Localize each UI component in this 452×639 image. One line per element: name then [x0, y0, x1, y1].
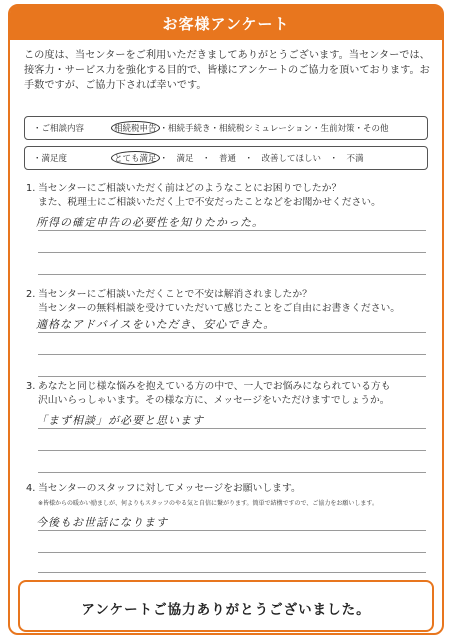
question-4 — [26, 482, 434, 496]
consult-type-box — [24, 116, 428, 140]
consult-selected-option: 相続税申告 — [111, 121, 160, 135]
question-4-note: ※皆様からの暖かい励ましが、何よりもスタッフのやる気と自信に繋がります。簡単で結構ですので、ご協力をお願いします。 — [38, 500, 378, 507]
question-1-text: 当センターにご相談いただく前はどのようなことにお困りでしたか？ — [38, 183, 342, 194]
survey-form — [8, 4, 444, 635]
answer-line — [38, 572, 426, 573]
answer-line — [38, 530, 426, 531]
answer-3: 「まず相談」が必要と思います — [36, 414, 204, 427]
question-1 — [26, 182, 434, 210]
answer-line — [38, 274, 426, 275]
question-2-number: 2. — [26, 289, 36, 300]
satisfaction-selected-option: とても満足 — [111, 151, 160, 165]
footer-thanks: アンケートご協力ありがとうございました。 — [81, 602, 371, 618]
answer-4: 今後もお世話になります — [36, 516, 168, 529]
satisfaction-label: ・満足度 — [33, 154, 68, 164]
form-title: お客様アンケート — [162, 15, 290, 33]
answer-2: 適格なアドバイスをいただき、安心できた。 — [36, 318, 276, 331]
question-3-number: 3. — [26, 381, 36, 392]
answer-line — [38, 230, 426, 231]
question-3-subtext: 沢山いらっしゃいます。その様な方に、メッセージをいただけますでしょうか。 — [38, 395, 390, 406]
answer-line — [38, 450, 426, 451]
intro-text: この度は、当センターをご利用いただきましてありがとうございます。当センターでは、接客力・サービス力を強化する目的で、皆様にアンケートのご協力を頂いております。お手数ですが、ご協力下されば幸いです。 — [24, 50, 430, 91]
answer-1: 所得の確定申告の必要性を知りたかった。 — [36, 216, 264, 229]
question-1-subtext: また、税理士にご相談いただく上で不安だったことなどをお聞かせください。 — [38, 197, 381, 208]
question-4-number: 4. — [26, 483, 36, 494]
consult-options — [111, 121, 389, 135]
answer-line — [38, 472, 426, 473]
satisfaction-other-options: ・ 満足 ・ 普通 ・ 改善してほしい ・ 不満 — [159, 154, 364, 164]
question-2 — [26, 288, 434, 316]
answer-line — [38, 354, 426, 355]
answer-line — [38, 332, 426, 333]
consult-other-options: ・相続手続き・相続税シミュレーション・生前対策・その他 — [159, 124, 389, 134]
satisfaction-box — [24, 146, 428, 170]
question-3 — [26, 380, 434, 408]
satisfaction-options — [111, 151, 364, 165]
question-4-text: 当センターのスタッフに対してメッセージをお願いします。 — [38, 483, 301, 494]
question-2-subtext: 当センターの無料相談を受けていただいて感じたことをご自由にお書きください。 — [38, 303, 401, 314]
question-3-text: あなたと同じ様な悩みを抱えている方の中で、一人でお悩みになられている方も — [38, 381, 391, 392]
answer-line — [38, 428, 426, 429]
question-2-text: 当センターにご相談いただくことで不安は解消されましたか？ — [38, 289, 312, 300]
header-bar — [10, 6, 442, 40]
footer-box — [18, 580, 434, 632]
answer-line — [38, 252, 426, 253]
consult-label: ・ご相談内容 — [33, 124, 85, 134]
question-1-number: 1. — [26, 183, 36, 194]
answer-line — [38, 552, 426, 553]
answer-line — [38, 376, 426, 377]
